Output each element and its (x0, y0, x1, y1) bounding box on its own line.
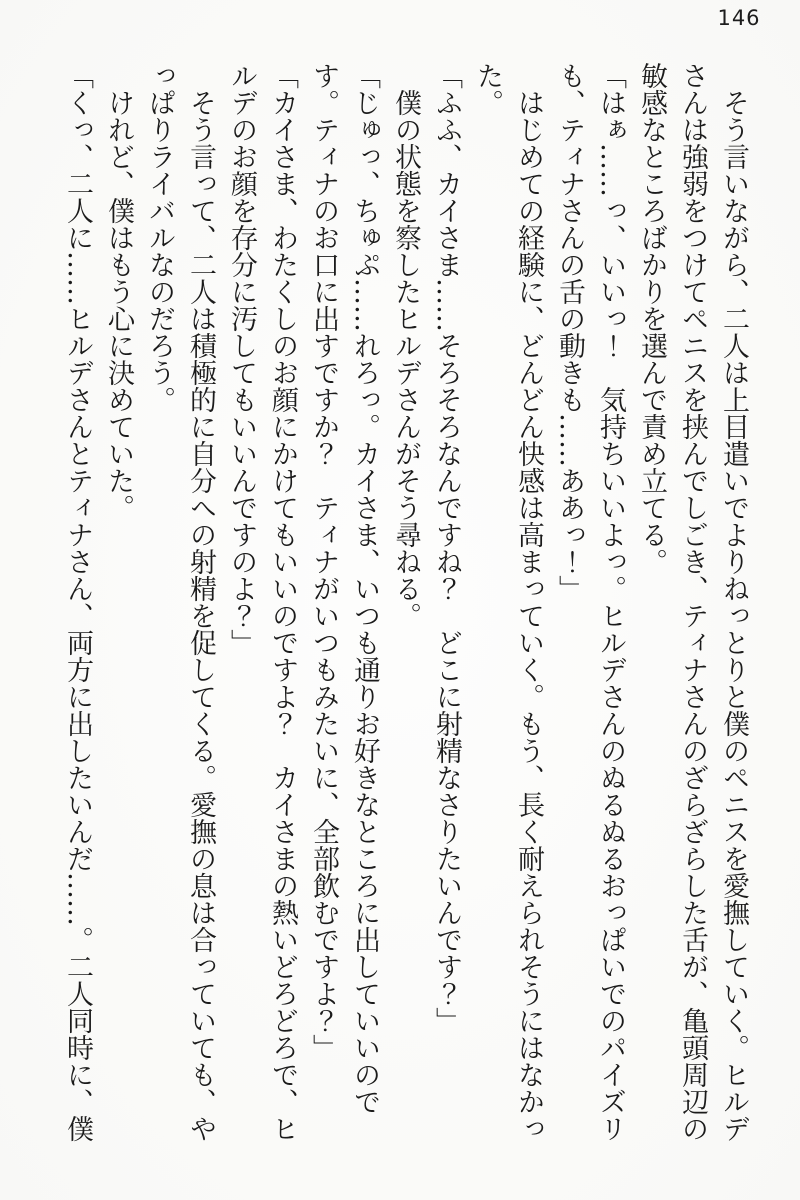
paragraph-dialogue: 「はぁ……っ、いいっ！ 気持ちいいよっ。ヒルデさんのぬるぬるおっぱいでのパイズリも、ティナさんの舌の動きも……ああっ！」 (554, 62, 626, 1142)
paragraph: はじめての経験に、どんどん快感は高まっていく。もう、長く耐えられそうにはなかった。 (472, 62, 544, 1142)
page-number: 146 (717, 6, 761, 30)
paragraph-dialogue: 「ふふ、カイさま……そろそろなんですね？ どこに射精なさりたいんです？」 (431, 62, 462, 1034)
paragraph: けれど、僕はもう心に決めていた。 (103, 89, 134, 521)
paragraph: そう言いながら、二人は上目遣いでよりねっとりと僕のペニスを愛撫していく。ヒルデさんは強弱をつけてペニスを挟んでしごき、ティナさんのざらざらした舌が、亀頭周辺の敏感なところばかりを選んで責め立てる。 (636, 62, 749, 1142)
paragraph-dialogue: 「くっ、二人に……ヒルデさんとティナさん、両方に出したいんだ……。二人同時に、僕 (62, 62, 93, 1142)
paragraph: 僕の状態を察したヒルデさんがそう尋ねる。 (390, 89, 421, 629)
paragraph-dialogue: 「じゅっ、ちゅぷ……れろっ。カイさま、いつも通りお好きなところに出していいのです。ティナのお口に出すですか？ ティナがいつもみたいに、全部飲むですよ？」 (308, 62, 380, 1115)
body-text (57, 62, 754, 1148)
paragraph: そう言って、二人は積極的に自分への射精を促してくる。愛撫の息は合っていても、やっぱりライバルなのだろう。 (144, 62, 216, 1142)
paragraph-dialogue: 「カイさま、わたくしのお顔にかけてもいいのですよ？ カイさまの熱いどろどろで、ヒルデのお顔を存分に汚してもいいんですのよ？」 (226, 62, 298, 1142)
